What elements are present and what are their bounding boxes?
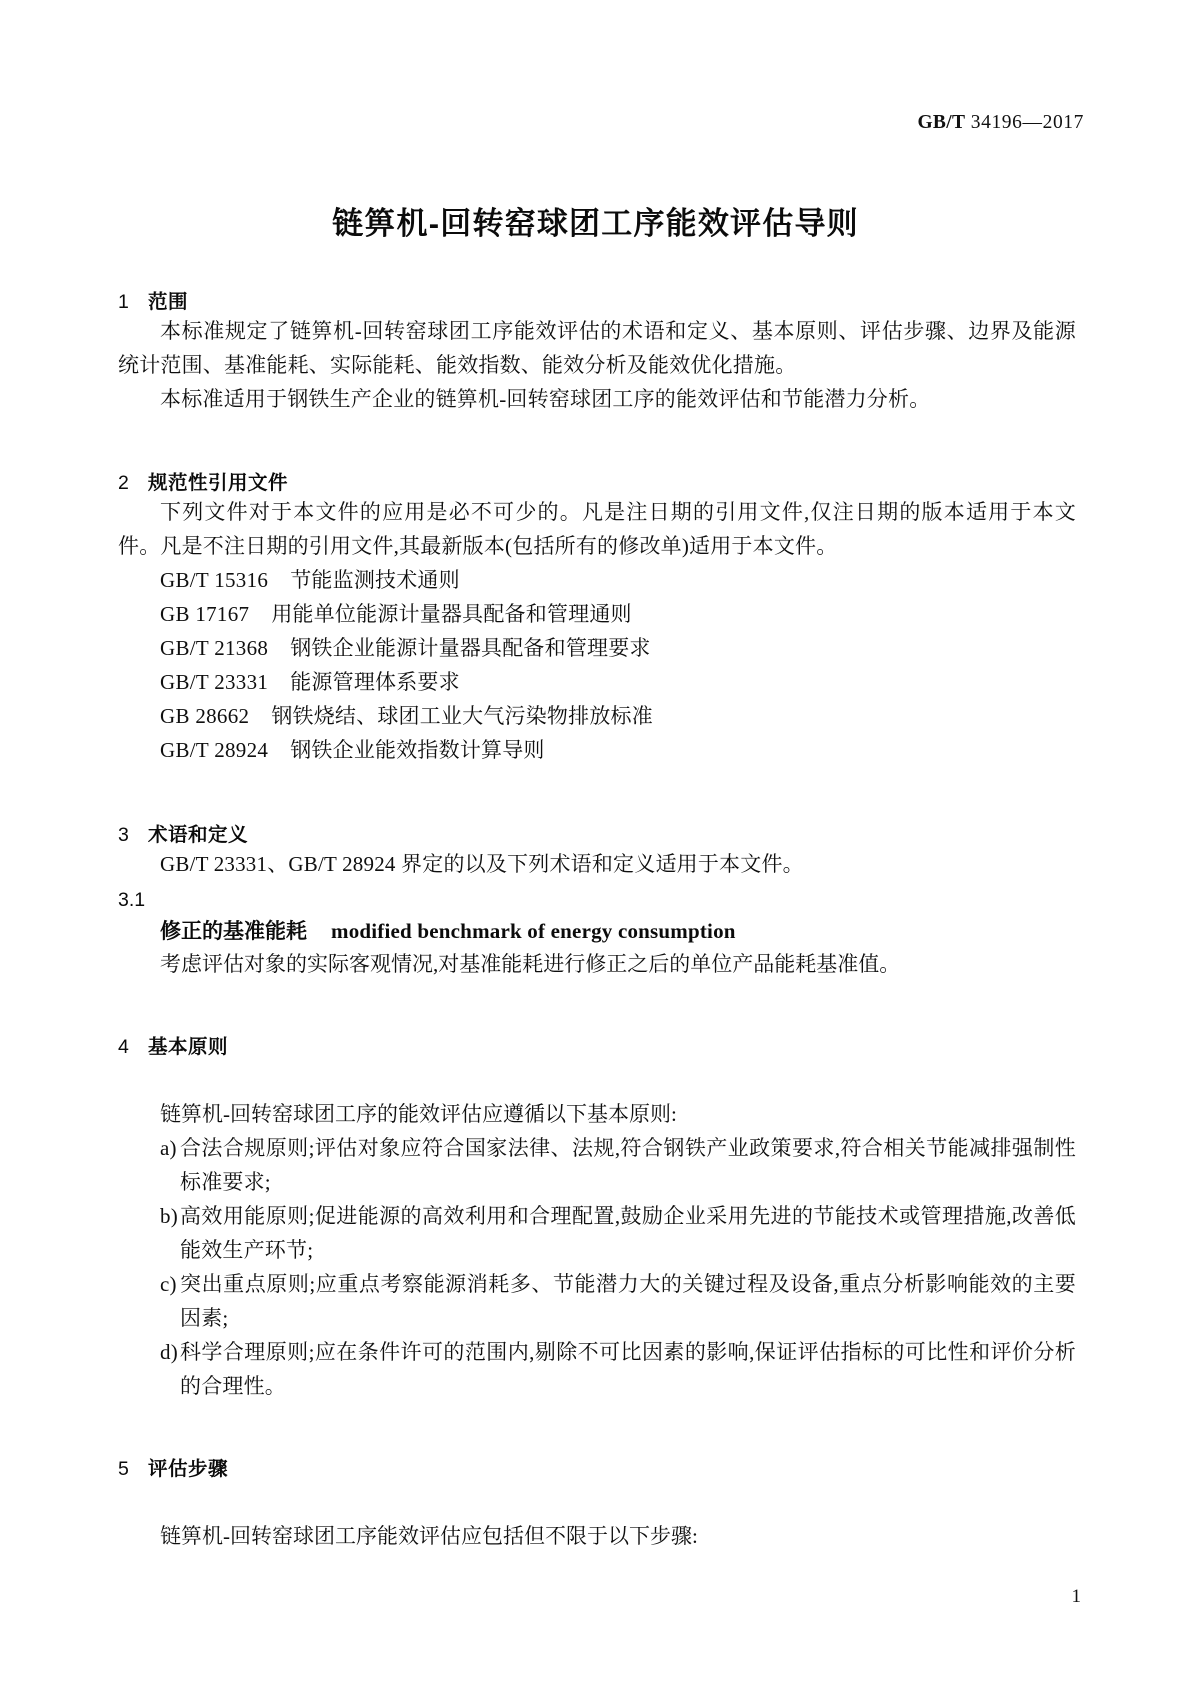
clause-heading-2 [118,467,1076,495]
reference-entry [118,699,1076,733]
reference-code: GB/T 23331 [160,670,269,694]
clause-number-4: 4 [118,1036,130,1058]
clause-number-1: 1 [118,291,130,313]
body-column [118,286,1076,1553]
term-name-chinese: 修正的基准能耗 [160,919,307,943]
clause-title-5: 评估步骤 [148,1458,229,1480]
clause-heading-5 [118,1453,1076,1481]
list-item [118,1199,1076,1267]
reference-title: 能源管理体系要求 [290,670,460,694]
standard-prefix: GB/T [917,112,966,133]
clause-heading-4 [118,1031,1076,1059]
clause-title-1: 范围 [148,291,189,313]
reference-entry [118,597,1076,631]
clause-heading-3 [118,819,1076,847]
reference-code: GB/T 28924 [160,738,269,762]
reference-code: GB/T 21368 [160,636,269,660]
reference-entry [118,665,1076,699]
reference-title: 用能单位能源计量器具配备和管理通则 [271,602,632,626]
clause-number-3: 3 [118,824,130,846]
reference-entry [118,563,1076,597]
reference-title: 节能监测技术通则 [290,568,460,592]
clause-heading-1 [118,286,1076,314]
list-item-text: 突出重点原则;应重点考察能源消耗多、节能潜力大的关键过程及设备,重点分析影响能效的主要因素; [180,1272,1076,1330]
list-marker: c) [160,1272,177,1296]
list-marker: a) [160,1136,177,1160]
reference-code: GB/T 15316 [160,568,269,592]
term-name-english: modified benchmark of energy consumption [331,919,736,943]
page-number: 1 [1071,1586,1081,1607]
clause-title-4: 基本原则 [148,1036,229,1058]
normative-reference-list [118,563,1076,767]
list-item-text: 合法合规原则;评估对象应符合国家法律、法规,符合钢铁产业政策要求,符合相关节能减排强制性标准要求; [180,1136,1076,1194]
clause-1-paragraph-1: 本标准规定了链箅机-回转窑球团工序能效评估的术语和定义、基本原则、评估步骤、边界及能源统计范围、基准能耗、实际能耗、能效指数、能效分析及能效优化措施。 [118,319,1076,377]
list-item [118,1131,1076,1199]
list-item-text: 科学合理原则;应在条件许可的范围内,剔除不可比因素的影响,保证评估指标的可比性和评价分析的合理性。 [180,1340,1076,1398]
clause-number-2: 2 [118,472,130,494]
reference-code: GB 17167 [160,602,250,626]
reference-entry [118,733,1076,767]
clause-1-paragraph-2: 本标准适用于钢铁生产企业的链箅机-回转窑球团工序的能效评估和节能潜力分析。 [160,387,931,411]
list-marker: d) [160,1340,178,1364]
list-item-text: 高效用能原则;促进能源的高效利用和合理配置,鼓励企业采用先进的节能技术或管理措施,改善低能效生产环节; [180,1204,1076,1262]
term-number-3-1: 3.1 [118,889,146,911]
list-marker: b) [160,1204,178,1228]
running-header [917,112,1084,134]
reference-title: 钢铁烧结、球团工业大气污染物排放标准 [271,704,653,728]
reference-title: 钢铁企业能源计量器具配备和管理要求 [290,636,651,660]
reference-title: 钢铁企业能效指数计算导则 [290,738,545,762]
clause-number-5: 5 [118,1458,130,1480]
list-item [118,1267,1076,1335]
term-definition-3-1: 考虑评估对象的实际客观情况,对基准能耗进行修正之后的单位产品能耗基准值。 [160,952,901,976]
clause-2-paragraph-1: 下列文件对于本文件的应用是必不可少的。凡是注日期的引用文件,仅注日期的版本适用于本文件。凡是不注日期的引用文件,其最新版本(包括所有的修改单)适用于本文件。 [118,500,1076,558]
term-entry-3-1 [118,915,1076,948]
clause-3-paragraph-1: GB/T 23331、GB/T 28924 界定的以及下列术语和定义适用于本文件。 [160,852,804,876]
clause-title-2: 规范性引用文件 [148,472,289,494]
reference-code: GB 28662 [160,704,250,728]
clause-title-3: 术语和定义 [148,824,249,846]
standard-number: 34196—2017 [970,112,1084,133]
page-title: 链箅机-回转窑球团工序能效评估导则 [332,206,859,241]
list-item [118,1335,1076,1403]
basic-principles-list [118,1131,1076,1403]
reference-entry [118,631,1076,665]
clause-4-lead-in: 链箅机-回转窑球团工序的能效评估应遵循以下基本原则: [160,1102,677,1126]
clause-5-lead-in: 链箅机-回转窑球团工序能效评估应包括但不限于以下步骤: [160,1524,698,1548]
